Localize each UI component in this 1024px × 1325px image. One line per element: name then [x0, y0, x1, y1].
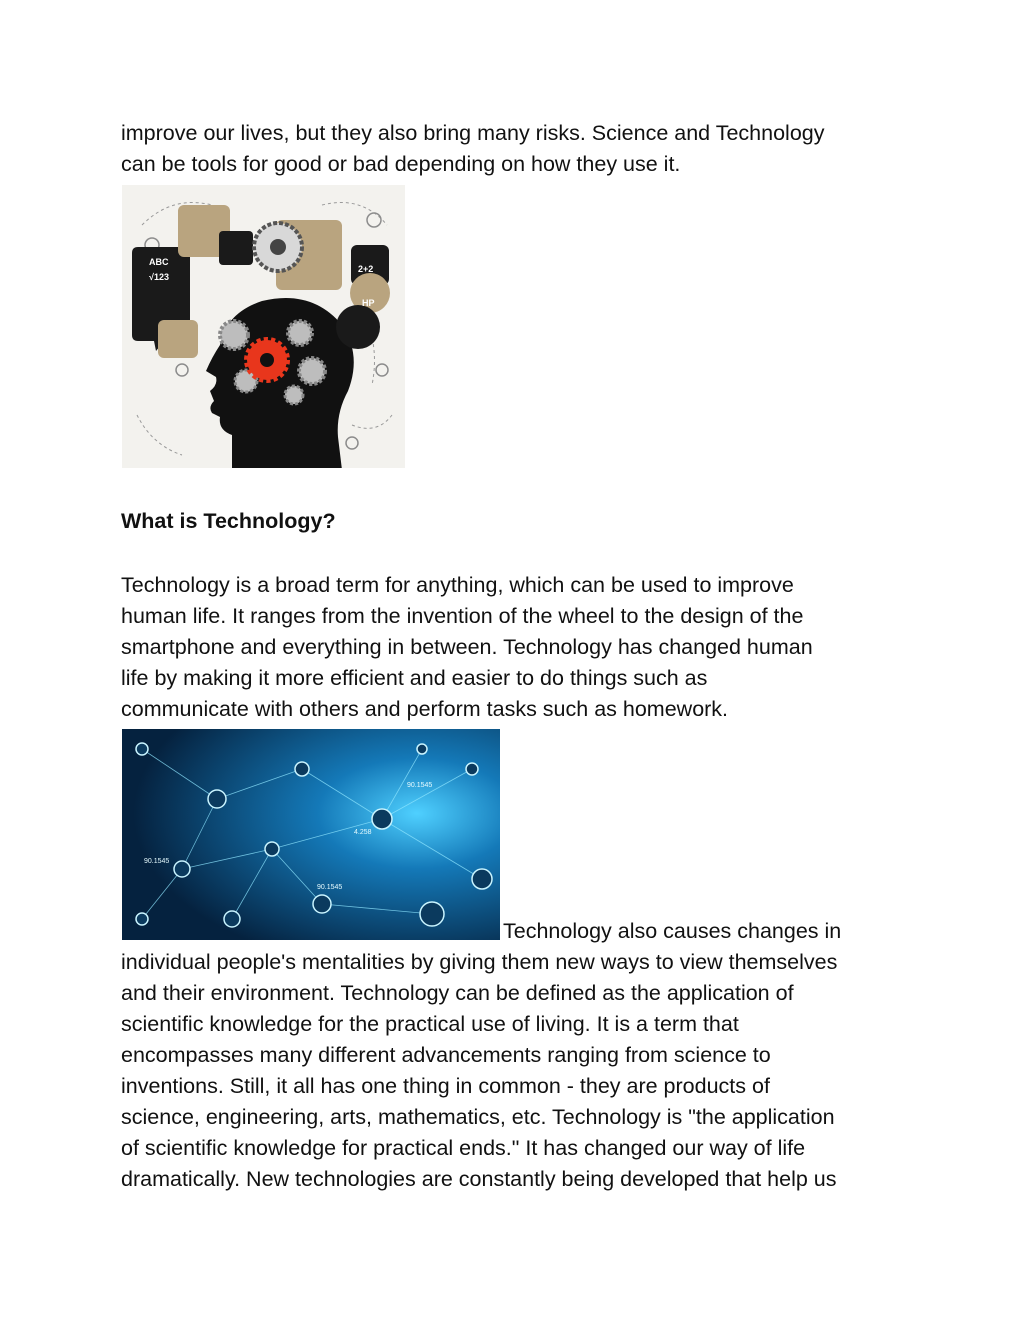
- body-paragraph: [121, 570, 911, 725]
- network-label: 90.1545: [144, 858, 170, 865]
- text-line: scientific knowledge for the practical use of living. It is a term that: [121, 1012, 739, 1036]
- network-label: 90.1545: [407, 782, 433, 789]
- head-gears-illustration: [122, 185, 405, 468]
- bubble-text: HP: [362, 298, 375, 308]
- intro-paragraph: [121, 118, 911, 180]
- bubble-text: ABC: [149, 257, 169, 267]
- text-line: inventions. Still, it all has one thing in common - they are products of: [121, 1074, 770, 1098]
- network-label: 90.1545: [317, 884, 343, 891]
- bubble-text: 2+2: [358, 264, 374, 274]
- technology-network-image: [122, 729, 500, 940]
- text-line: life by making it more efficient and easier to do things such as: [121, 666, 708, 690]
- text-line: communicate with others and perform tasks such as homework.: [121, 697, 729, 721]
- body-paragraph-continued: [121, 947, 911, 1195]
- text-line: human life. It ranges from the invention of the wheel to the design of the: [121, 604, 804, 628]
- text-line: Technology is a broad term for anything, which can be used to improve: [121, 573, 794, 597]
- text-line: improve our lives, but they also bring many risks. Science and Technology: [121, 121, 825, 145]
- text-line: individual people's mentalities by giving them new ways to view themselves: [121, 950, 838, 974]
- text-line: can be tools for good or bad depending on how they use it.: [121, 152, 681, 176]
- text-line: of scientific knowledge for practical ends." It has changed our way of life: [121, 1136, 806, 1160]
- text-line: science, engineering, arts, mathematics, etc. Technology is "the application: [121, 1105, 835, 1129]
- text-line: smartphone and everything in between. Technology has changed human: [121, 635, 813, 659]
- section-heading: What is Technology?: [121, 509, 336, 533]
- bubble-text: √123: [149, 272, 169, 282]
- text-line: dramatically. New technologies are constantly being developed that help us: [121, 1167, 837, 1191]
- wrapped-first-line: Technology also causes changes in: [503, 919, 842, 943]
- text-line: encompasses many different advancements ranging from science to: [121, 1043, 771, 1067]
- text-line: and their environment. Technology can be defined as the application of: [121, 981, 794, 1005]
- network-label: 4.258: [354, 829, 372, 836]
